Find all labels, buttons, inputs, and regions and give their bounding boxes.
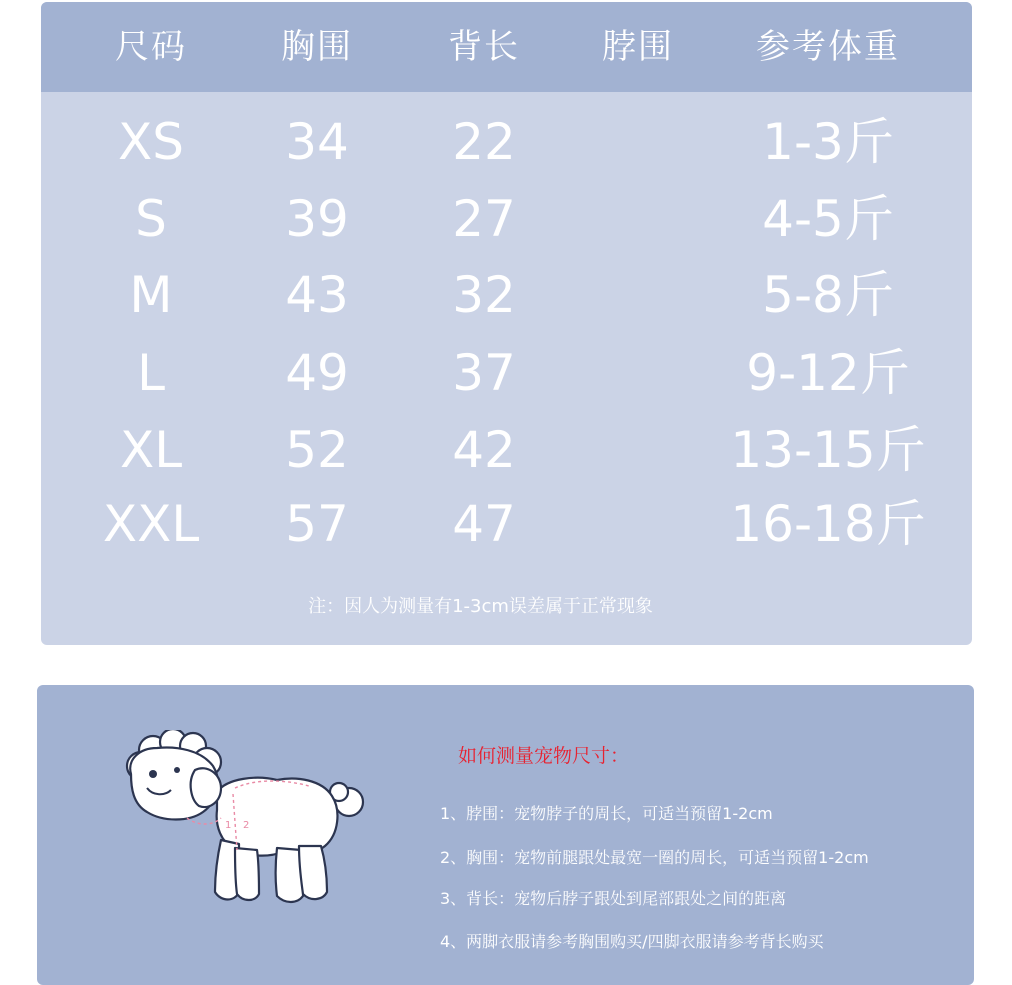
size-cell: L [137,344,165,402]
table-row [41,179,972,259]
measure-item-chest: 2、胸围：宠物前腿跟处最宽一圈的周长，可适当预留1-2cm [440,848,869,867]
measurement-error-note: 注：因人为测量有1-3cm误差属于正常现象 [308,596,653,617]
weight-cell: 16-18斤 [730,495,926,553]
poodle-illustration-icon [117,730,367,915]
chest-cell: 57 [285,495,349,553]
size-chart-header [41,2,972,92]
size-cell: M [129,266,173,324]
table-row [41,410,972,490]
table-row [41,102,972,182]
weight-cell: 9-12斤 [746,344,910,402]
back-cell: 47 [452,495,516,553]
chest-cell: 52 [285,421,349,479]
measure-item-neck: 1、脖围：宠物脖子的周长，可适当预留1-2cm [440,804,773,823]
size-cell: XXL [102,495,200,553]
weight-cell: 1-3斤 [762,113,894,171]
chest-cell: 39 [285,190,349,248]
back-cell: 32 [452,266,516,324]
weight-cell: 13-15斤 [730,421,926,479]
chest-cell: 43 [285,266,349,324]
back-cell: 37 [452,344,516,402]
measure-title: 如何测量宠物尺寸： [458,745,630,767]
measure-item-back: 3、背长：宠物后脖子跟处到尾部跟处之间的距离 [440,889,787,908]
size-cell: S [135,190,167,248]
table-row [41,333,972,413]
header-neck: 脖围 [602,27,674,67]
diagram-label-chest: 2 [243,820,250,831]
measure-guide-card [37,685,974,985]
header-chest: 胸围 [281,27,353,67]
weight-cell: 4-5斤 [762,190,894,248]
table-row [41,484,972,564]
size-chart-card [41,2,972,645]
measure-item-purchase-tip: 4、两脚衣服请参考胸围购买/四脚衣服请参考背长购买 [440,932,824,951]
header-weight: 参考体重 [756,27,900,67]
back-cell: 27 [452,190,516,248]
header-size: 尺码 [115,27,187,67]
chest-cell: 34 [285,113,349,171]
diagram-label-neck: 1 [225,820,232,831]
header-back-length: 背长 [448,27,520,67]
size-cell: XS [118,113,184,171]
chest-cell: 49 [285,344,349,402]
table-row [41,255,972,335]
back-cell: 42 [452,421,516,479]
back-cell: 22 [452,113,516,171]
weight-cell: 5-8斤 [762,266,894,324]
size-cell: XL [119,421,183,479]
